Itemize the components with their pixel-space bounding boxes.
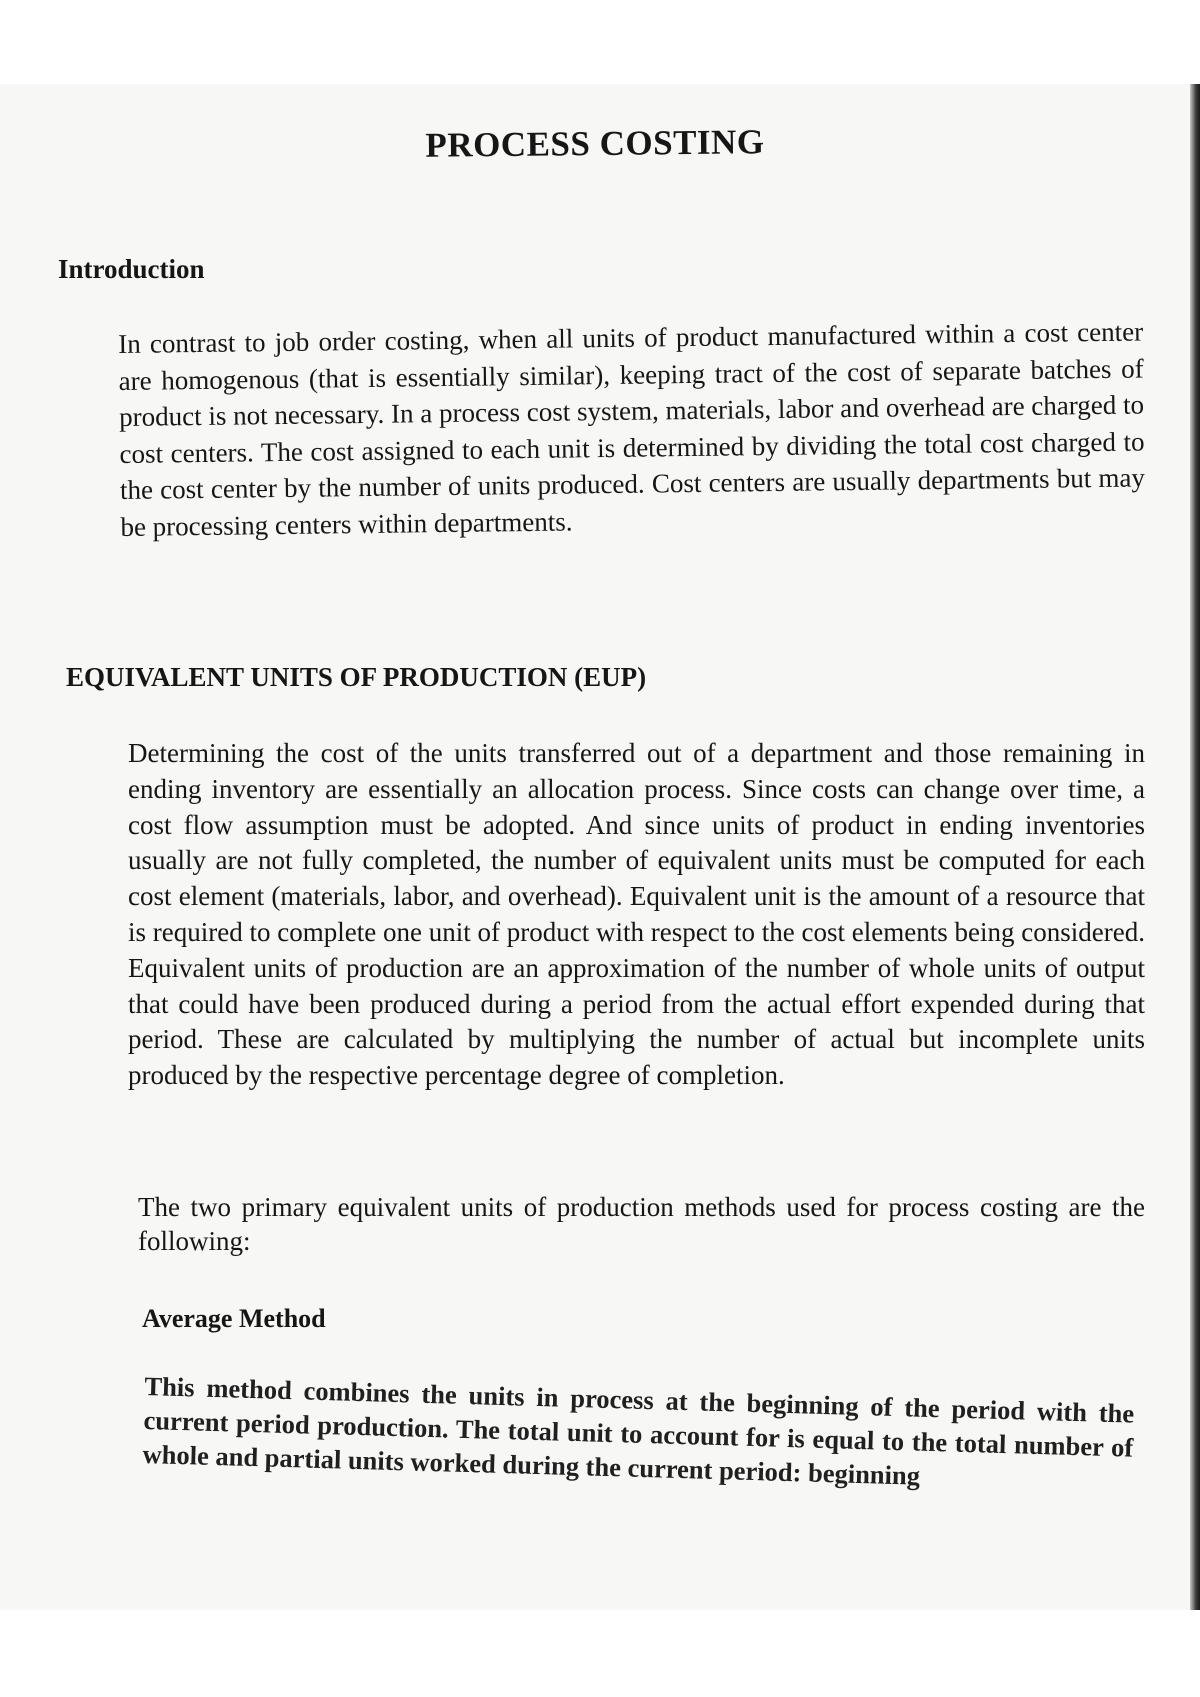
introduction-heading: Introduction: [58, 254, 205, 284]
document-page: [0, 84, 1190, 1610]
average-method-paragraph: This method combines the units in process at the beginning of the period with the current period production. The total unit to account for is equal to the total number of whole and partial units worked during the current period: beginning: [142, 1370, 1135, 1491]
introduction-paragraph: In contrast to job order costing, when all units of product manufactured within a cost center are homogenous (that is essentially similar), keeping tract of the cost of separate batches of product is not necessary. In a process cost system, materials, labor and overhead are charged to cost centers. The cost assigned to each unit is determined by dividing the total cost charged to the cost center by the number of units produced. Cost centers are usually departments but may be processing centers within departments.: [118, 316, 1146, 542]
page-edge-shadow: [1190, 84, 1200, 1610]
methods-intro-paragraph: The two primary equivalent units of production methods used for process costing are the following:: [138, 1192, 1145, 1256]
page-title: PROCESS COSTING: [425, 122, 765, 165]
eup-paragraph: Determining the cost of the units transferred out of a department and those remaining in ending inventory are essentially an allocation process. Since costs can change over time, a cost flow assumption must be adopted. And since units of product in ending inventories usually are not fully completed, the number of equivalent units must be computed for each cost element (materials, labor, and overhead). Equivalent unit is the amount of a resource that is required to complete one unit of product with respect to the cost elements being considered. Equivalent units of production are an approximation of the number of whole units of output that could have been produced during a period from the actual effort expended during that period. These are calculated by multiplying the number of actual but incomplete units produced by the respective percentage degree of completion.: [128, 738, 1145, 1091]
eup-heading: EQUIVALENT UNITS OF PRODUCTION (EUP): [66, 662, 647, 692]
average-method-heading: Average Method: [142, 1304, 326, 1333]
